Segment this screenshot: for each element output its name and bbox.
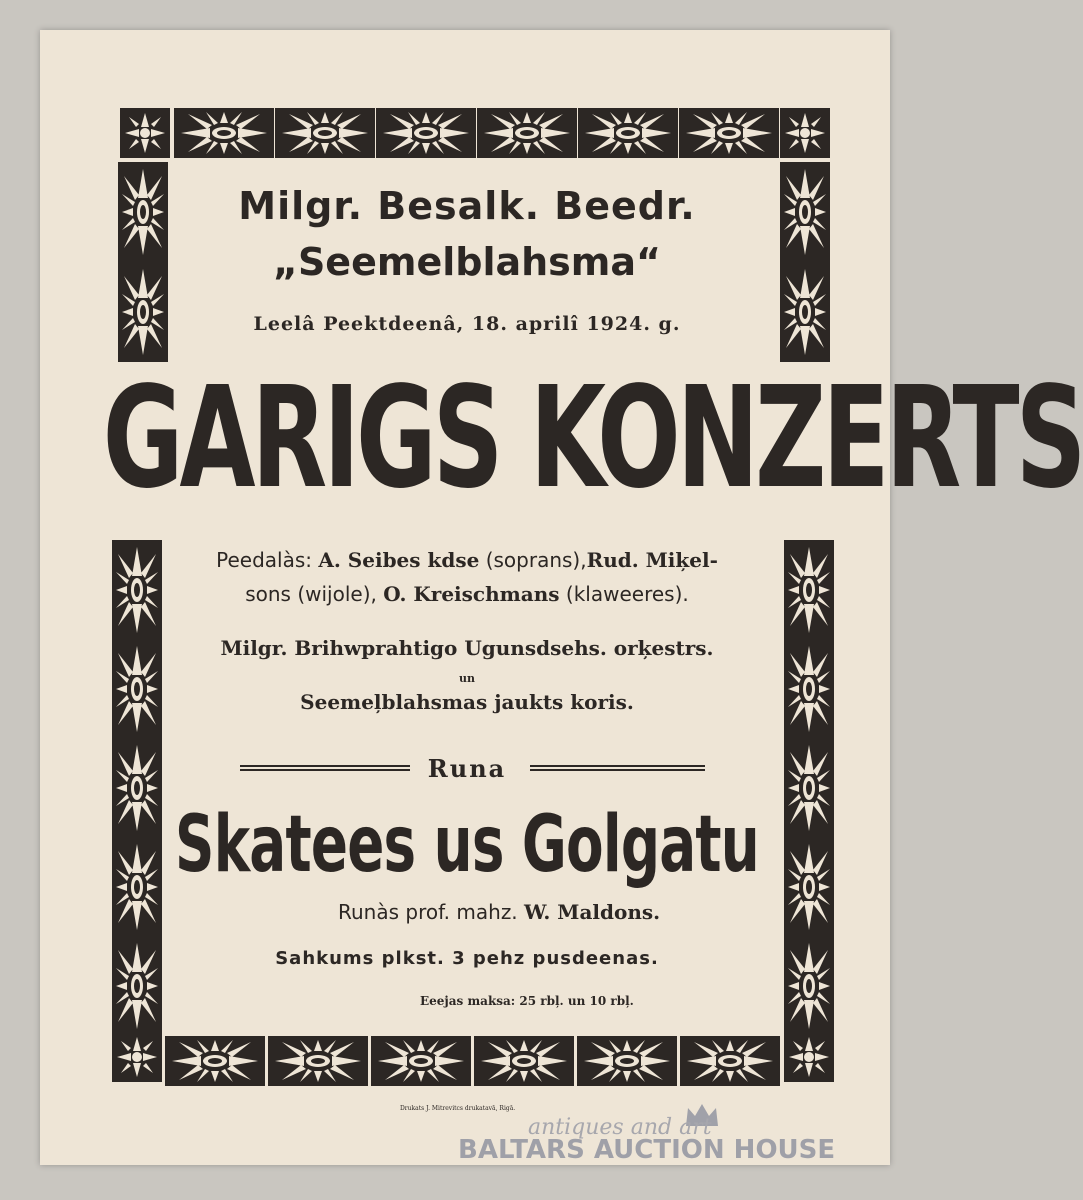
event-date: Leelâ Peektdeenâ, 18. aprilî 1924. g. [253, 313, 681, 335]
speaker-name: W. Maldons. [524, 900, 661, 924]
border-sunburst-tile [174, 108, 274, 158]
watermark-brand: BALTARS AUCTION HOUSE [458, 1135, 836, 1165]
border-corner-tile [112, 1032, 162, 1082]
border-sunburst-tile [371, 1036, 471, 1086]
performer-violin-a: Rud. Miķel- [586, 548, 718, 572]
border-sunburst-tile [679, 108, 779, 158]
speaker-line [338, 900, 660, 924]
orchestra-line: Milgr. Brihwprahtigo Ugunsdsehs. orķestrs. [220, 636, 714, 660]
performer-soprano: A. Seibes kdse [318, 548, 480, 572]
performer-violin-b: sons [245, 582, 291, 606]
border-sunburst-tile [577, 1036, 677, 1086]
border-corner-tile [120, 108, 170, 158]
concert-title: GARIGS KONZERTS [102, 357, 1083, 520]
border-sunburst-tile [477, 108, 577, 158]
double-rule-right [530, 765, 705, 771]
speech-title: Skatees us Golgatu [175, 800, 759, 890]
start-time: Sahkums plkst. 3 pehz pusdeenas. [275, 948, 659, 969]
border-corner-tile [780, 108, 830, 158]
performer-violin-role: (wijole), [297, 582, 377, 606]
border-sunburst-tile [376, 108, 476, 158]
border-corner-tile [784, 1032, 834, 1082]
border-sunburst-tile [268, 1036, 368, 1086]
performer-piano-role: (klaweeres). [565, 582, 689, 606]
performers-line-1 [0, 548, 934, 572]
performers-label: Peedalàs: [216, 548, 312, 572]
speaker-label: Runàs prof. mahz. [338, 900, 518, 924]
conjunction-and: un [459, 672, 475, 685]
admission-price: Eeejas maksa: 25 rbļ. un 10 rbļ. [420, 994, 634, 1008]
performers-line-2 [0, 582, 934, 606]
border-sunburst-tile [474, 1036, 574, 1086]
border-sunburst-tile [275, 108, 375, 158]
border-sunburst-tile [680, 1036, 780, 1086]
performer-soprano-role: (soprans), [485, 548, 587, 572]
choir-line: Seemeļblahsmas jaukts koris. [300, 690, 634, 714]
speech-heading [0, 754, 934, 784]
speech-label: Runa [427, 754, 507, 783]
border-sunburst-tile [578, 108, 678, 158]
performer-piano: O. Kreischmans [383, 582, 560, 606]
border-sunburst-tile [165, 1036, 265, 1086]
printer-imprint: Drukats J. Mitrevitcs drukatavā, Rigā. [400, 1105, 516, 1112]
organization-heading: Milgr. Besalk. Beedr. [238, 184, 696, 228]
society-name: „Seemelblahsma“ [272, 240, 662, 284]
watermark-tagline: antiques and art [528, 1115, 712, 1140]
